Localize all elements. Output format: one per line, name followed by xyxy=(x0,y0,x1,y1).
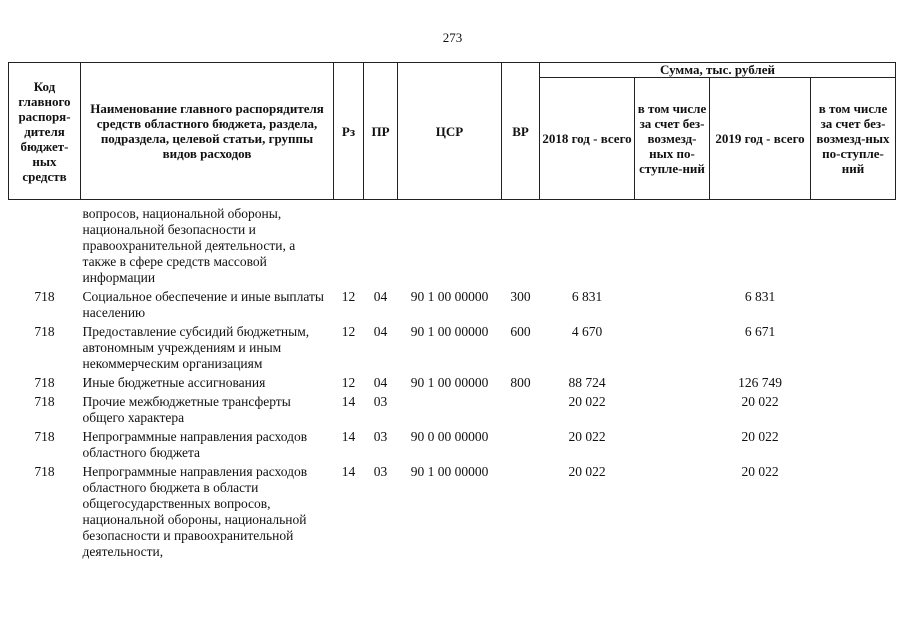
cell-name: Непрограммные направления расходов областного бюджета xyxy=(82,429,308,460)
cell-csr xyxy=(398,391,502,426)
header-vr: ВР xyxy=(502,63,540,200)
cell-csr: 90 1 00 00000 xyxy=(410,324,489,339)
continuation-text: вопросов, национальной обороны, национальной безопасности и правоохранительной деятельности, а также в сфере средств массовой информации xyxy=(82,206,296,285)
cell-pr: 03 xyxy=(373,429,388,444)
cell-2019-total: 20 022 xyxy=(741,464,779,479)
cell-csr: 90 0 00 00000 xyxy=(410,429,489,444)
cell-csr: 90 1 00 00000 xyxy=(410,375,489,390)
cell-pr: 04 xyxy=(373,289,388,304)
cell-name: Прочие межбюджетные трансферты общего характера xyxy=(82,394,291,425)
header-csr: ЦСР xyxy=(398,63,502,200)
cell-code: 718 xyxy=(34,394,55,409)
table-row xyxy=(9,391,896,426)
cell-2019-total: 6 831 xyxy=(744,289,776,304)
cell-name: Социальное обеспечение и иные выплаты населению xyxy=(82,289,324,320)
cell-code: 718 xyxy=(34,324,55,339)
cell-code: 718 xyxy=(34,429,55,444)
cell-rz: 14 xyxy=(341,394,356,409)
table-row xyxy=(9,286,896,321)
cell-2019-grants xyxy=(811,461,896,560)
cell-2019-total: 126 749 xyxy=(738,375,782,390)
table-row xyxy=(9,321,896,372)
cell-2019-total: 20 022 xyxy=(741,429,779,444)
header-name: Наименование главного распорядителя средств областного бюджета, раздела, подраздела, целевой статьи, группы видов расходов xyxy=(81,63,334,200)
cell-2018-grants xyxy=(635,286,710,321)
cell-2019-total: 20 022 xyxy=(741,394,779,409)
header-2018-total: 2018 год - всего xyxy=(540,78,635,200)
cell-rz: 14 xyxy=(341,429,356,444)
cell-2019-grants xyxy=(811,286,896,321)
header-2019-grants: в том числе за счет без-возмезд-ных по-ступле-ний xyxy=(811,78,896,200)
cell-2018-grants xyxy=(635,426,710,461)
cell-2018-total: 88 724 xyxy=(568,375,606,390)
cell-2018-grants xyxy=(635,391,710,426)
cell-2019-grants xyxy=(811,391,896,426)
cell-code: 718 xyxy=(34,464,55,479)
header-2018-grants: в том числе за счет без-возмезд-ных по-ступле-ний xyxy=(635,78,710,200)
header-sum-group: Сумма, тыс. рублей xyxy=(540,63,896,78)
cell-vr: 800 xyxy=(510,375,531,390)
table-row xyxy=(9,372,896,391)
header-code: Код главного распоря-дителя бюджет-ных средств xyxy=(9,63,81,200)
cell-code: 718 xyxy=(34,289,55,304)
table-row xyxy=(9,461,896,560)
cell-2019-total: 6 671 xyxy=(744,324,776,339)
cell-2018-grants xyxy=(635,372,710,391)
table-header xyxy=(9,63,896,200)
cell-code: 718 xyxy=(34,375,55,390)
cell-vr: 300 xyxy=(510,289,531,304)
cell-2019-grants xyxy=(811,321,896,372)
cell-vr xyxy=(502,391,540,426)
cell-rz: 12 xyxy=(341,375,356,390)
header-pr: ПР xyxy=(364,63,398,200)
cell-2018-total: 20 022 xyxy=(568,429,606,444)
cell-pr: 04 xyxy=(373,324,388,339)
page-number: 273 xyxy=(442,30,463,45)
cell-csr: 90 1 00 00000 xyxy=(410,464,489,479)
header-2019-total: 2019 год - всего xyxy=(710,78,811,200)
cell-pr: 03 xyxy=(373,394,388,409)
cell-vr: 600 xyxy=(510,324,531,339)
table-row xyxy=(9,426,896,461)
cell-vr xyxy=(502,461,540,560)
cell-vr xyxy=(502,426,540,461)
cell-csr: 90 1 00 00000 xyxy=(410,289,489,304)
cell-name: Иные бюджетные ассигнования xyxy=(82,375,266,390)
cell-2019-grants xyxy=(811,372,896,391)
cell-2018-total: 4 670 xyxy=(571,324,603,339)
cell-rz: 14 xyxy=(341,464,356,479)
cell-pr: 03 xyxy=(373,464,388,479)
cell-name: Непрограммные направления расходов областного бюджета в области общегосударственных вопросов, национальной обороны, национальной безопасности и правоохранительной деятельности, xyxy=(82,464,308,559)
cell-pr: 04 xyxy=(373,375,388,390)
cell-2018-total: 6 831 xyxy=(571,289,603,304)
cell-rz: 12 xyxy=(341,324,356,339)
cell-2018-grants xyxy=(635,321,710,372)
cell-2018-total: 20 022 xyxy=(568,394,606,409)
continuation-row xyxy=(9,200,896,287)
cell-2019-grants xyxy=(811,426,896,461)
header-rz: Рз xyxy=(334,63,364,200)
cell-name: Предоставление субсидий бюджетным, автономным учреждениям и иным некоммерческим организациям xyxy=(82,324,310,371)
cell-rz: 12 xyxy=(341,289,356,304)
table-body xyxy=(9,200,896,561)
cell-2018-total: 20 022 xyxy=(568,464,606,479)
budget-table xyxy=(8,62,896,560)
cell-2018-grants xyxy=(635,461,710,560)
